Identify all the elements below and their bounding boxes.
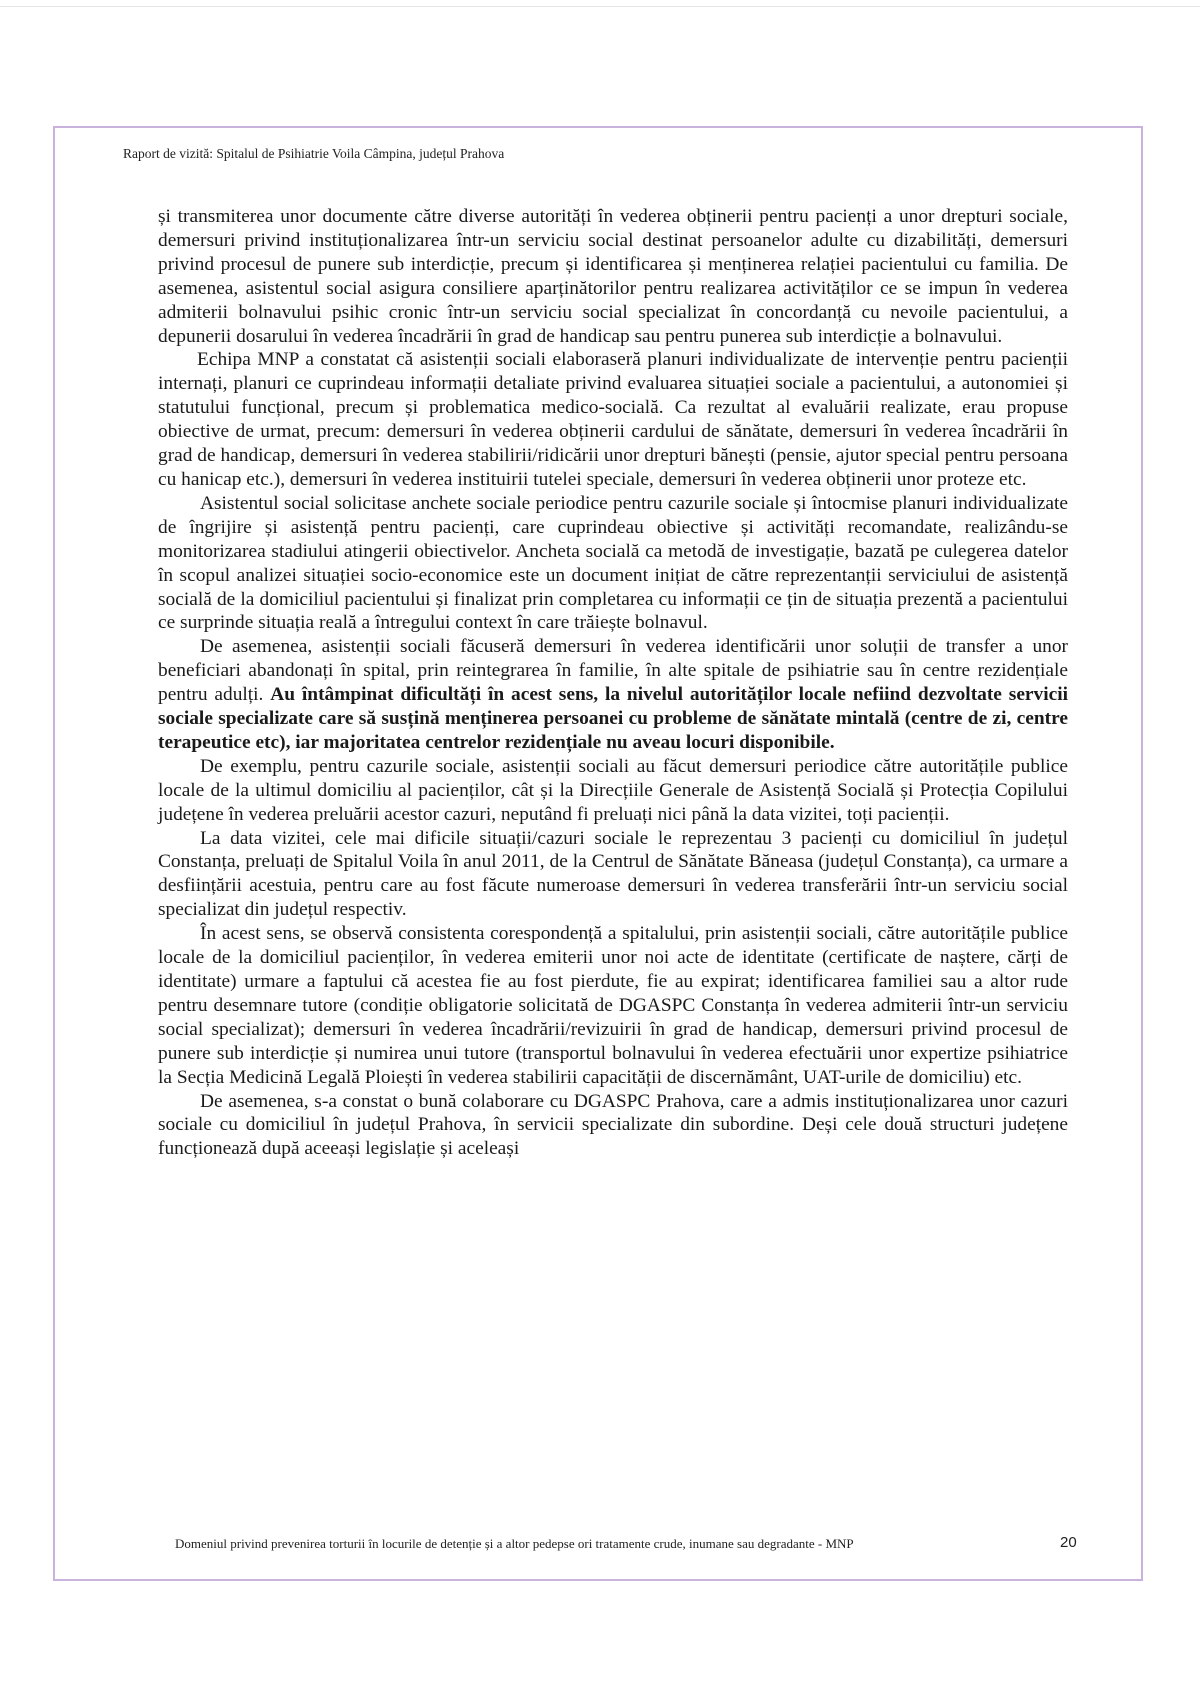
paragraph-2: Echipa MNP a constatat că asistenții sociali elaboraseră planuri individualizate de intervenție pentru pacienții internați, planuri ce cuprindeau informații detaliate privind evaluarea situației sociale a pacientului, a autonomiei și statutului funcțional, precum și problematica medico-socială. Ca rezultat al evaluării realizate, erau propuse obiective de urmat, precum: demersuri în vederea obținerii cardului de sănătate, demersuri în vederea încadrării în grad de handicap, demersuri în vederea stabilirii/ridicării unor drepturi bănești (pensie, ajutor special pentru persoana cu hanicap etc.), demersuri în vederea instituirii tutelei speciale, demersuri în vederea obținerii unor proteze etc. (158, 349, 1068, 490)
paragraph-1: și transmiterea unor documente către diverse autorități în vederea obținerii pentru pacienți a unor drepturi sociale, demersuri privind instituționalizarea într-un serviciu social destinat persoanelor adulte cu dizabilități, demersuri privind procesul de punere sub interdicție, precum și identificarea și menținerea relației pacientului cu familia. De asemenea, asistentul social asigura consiliere aparținătorilor pentru realizarea activităților ce se impun în vederea admiterii bolnavului psihic cronic într-un serviciu social specializat în concordanță cu nevoile pacientului, a depunerii dosarului în vederea încadrării în grad de handicap sau pentru punerea sub interdicție a bolnavului. (158, 206, 1068, 347)
page-number: 20 (1060, 1534, 1077, 1551)
document-body (158, 205, 1068, 1161)
paragraph-5: De exemplu, pentru cazurile sociale, asistenții sociali au făcut demersuri periodice către autoritățile publice locale de la ultimul domiciliu al pacienților, cât și la Direcțiile Generale de Asistență Socială și Protecția Copilului județene în vederea preluării acestor cazuri, neputând fi preluați nici până la data vizitei, toți pacienții. (158, 755, 1068, 825)
scan-edge-line (0, 6, 1200, 7)
paragraph-7: În acest sens, se observă consistenta corespondență a spitalului, prin asistenții sociali, către autoritățile publice locale de la domiciliul pacienților, în vederea emiterii unor noi acte de identitate (certificate de naștere, cărți de identitate) urmare a faptului că acestea fie au fost pierdute, fie au expirat; identificarea familiei sau a altor rude pentru desemnare tutore (condiție obligatorie solicitată de DGASPC Constanța în vederea admiterii într-un serviciu social specializat); demersuri în vederea încadrării/revizuirii în grad de handicap, demersuri privind procesul de punere sub interdicție și numirea unui tutore (transportul bolnavului în vederea efectuării unor expertize psihiatrice la Secția Medicină Legală Ploiești în vederea stabilirii capacității de discernământ, UAT-urile de domiciliu) etc. (158, 923, 1068, 1088)
running-header: Raport de vizită: Spitalul de Psihiatrie Voila Câmpina, județul Prahova (123, 146, 505, 161)
paragraph-8: De asemenea, s-a constat o bună colaborare cu DGASPC Prahova, care a admis instituționalizarea unor cazuri sociale cu domiciliul în județul Prahova, în servicii specializate din subordine. Deși cele două structuri județene funcționează după aceeași legislație și aceleași (158, 1090, 1068, 1160)
paragraph-4 (158, 635, 1068, 755)
paragraph-4-emphasis: Au întâmpinat dificultăți în acest sens, la nivelul autorităților locale nefiind dezvoltate servicii sociale specializate care să susțină menținerea persoanei cu probleme de sănătate mintală (centre de zi, centre terapeutice etc), iar majoritatea centrelor rezidențiale nu aveau locuri disponibile. (158, 684, 1068, 753)
paragraph-6: La data vizitei, cele mai dificile situații/cazuri sociale le reprezentau 3 pacienți cu domiciliul în județul Constanța, preluați de Spitalul Voila în anul 2011, de la Centrul de Sănătate Băneasa (județul Constanța), ca urmare a desființării acestuia, pentru care au fost făcute numeroase demersuri în vederea transferării într-un serviciu social specializat din județul respectiv. (158, 827, 1068, 921)
running-footer: Domeniul privind prevenirea torturii în locurile de detenție și a altor pedepse ori tratamente crude, inumane sau degradante - MNP (175, 1536, 854, 1551)
paragraph-4-text: De asemenea, asistenții sociali făcuseră demersuri în vederea identificării unor soluții de transfer a unor beneficiari abandonați în spital, prin reintegrarea în familie, în alte spitale de psihiatrie sau în centre rezidențiale pentru adulți. (158, 636, 1068, 706)
paragraph-3: Asistentul social solicitase anchete sociale periodice pentru cazurile sociale și întocmise planuri individualizate de îngrijire și asistență pentru pacienți, care cuprindeau obiective și activități recomandate, realizându-se monitorizarea stadiului atingerii obiectivelor. Ancheta socială ca metodă de investigație, bazată pe culegerea datelor în scopul analizei situației socio-economice este un document inițiat de către reprezentanții serviciului de asistență socială de la domiciliul pacientului și finalizat prin completarea cu informații ce țin de situația prezentă a pacientului ce surprinde situația reală a întregului context în care trăiește bolnavul. (158, 492, 1068, 634)
